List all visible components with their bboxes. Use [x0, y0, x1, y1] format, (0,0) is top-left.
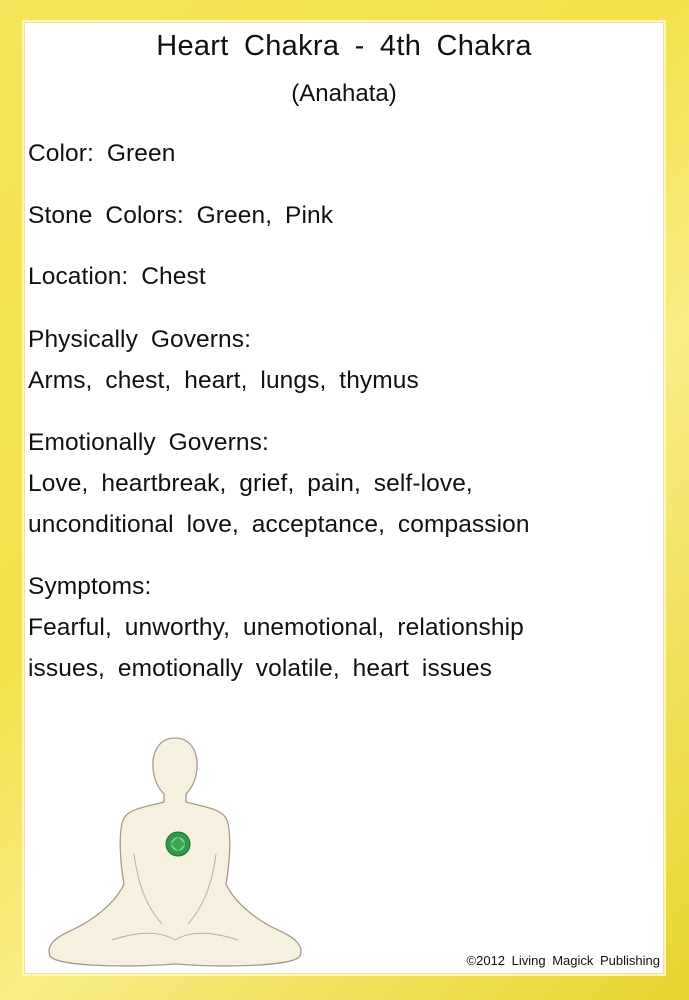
symptoms-heading: Symptoms: — [28, 573, 152, 600]
heart-chakra-icon — [166, 832, 190, 856]
chakra-card — [24, 22, 664, 974]
copyright-notice: ©2012 Living Magick Publishing — [466, 953, 660, 968]
card-subtitle: (Anahata) — [291, 80, 397, 107]
emotionally-governs-text-1: Love, heartbreak, grief, pain, self-love, — [28, 470, 473, 497]
emotionally-governs-heading: Emotionally Governs: — [28, 429, 269, 456]
color-line: Color: Green — [28, 140, 176, 167]
stone-colors-line: Stone Colors: Green, Pink — [28, 202, 334, 229]
physically-governs-text: Arms, chest, heart, lungs, thymus — [28, 367, 419, 394]
symptoms-text-1: Fearful, unworthy, unemotional, relationship — [28, 614, 524, 641]
meditating-figure-icon — [42, 734, 312, 979]
physically-governs-heading: Physically Governs: — [28, 326, 252, 353]
card-title: Heart Chakra - 4th Chakra — [156, 30, 532, 62]
symptoms-text-2: issues, emotionally volatile, heart issues — [28, 655, 492, 682]
emotionally-governs-text-2: unconditional love, acceptance, compassion — [28, 511, 530, 538]
location-line: Location: Chest — [28, 263, 206, 290]
